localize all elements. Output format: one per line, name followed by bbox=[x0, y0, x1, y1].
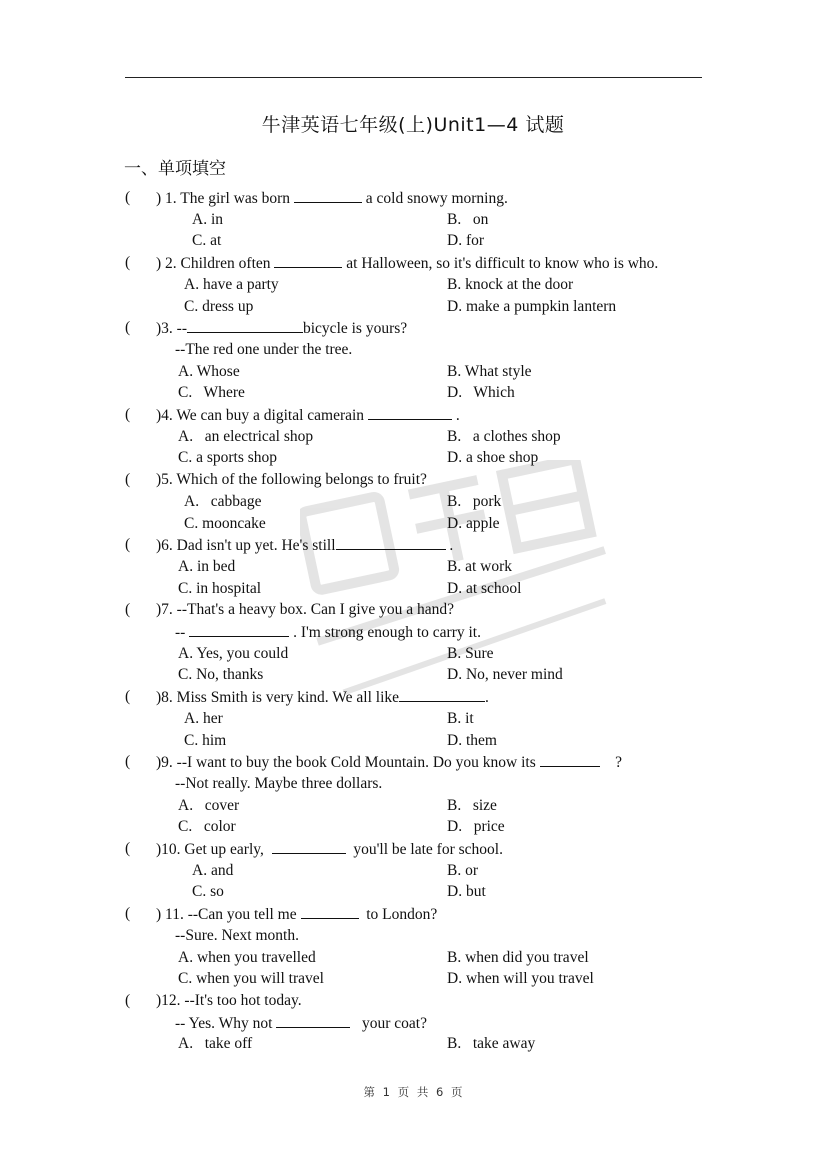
option-text: A. cabbage bbox=[184, 492, 262, 510]
option-right[interactable] bbox=[447, 231, 484, 251]
question-text: )5. Which of the following belongs to fruit? bbox=[156, 471, 427, 489]
answer-blank[interactable] bbox=[187, 318, 303, 333]
question-stem bbox=[156, 904, 437, 925]
option-right[interactable] bbox=[447, 383, 515, 403]
option-text: A. Yes, you could bbox=[178, 644, 289, 662]
option-right[interactable] bbox=[447, 514, 500, 534]
option-text: B. it bbox=[447, 709, 474, 727]
bracket-text: ( bbox=[125, 189, 131, 206]
dialogue-reply bbox=[175, 622, 481, 643]
question-text-after: . bbox=[451, 407, 460, 424]
question-text-after: at Halloween, so it's difficult to know who is who. bbox=[342, 255, 659, 273]
option-left[interactable] bbox=[178, 817, 236, 837]
reply-text-after: . I'm strong enough to carry it. bbox=[289, 624, 481, 641]
question-text-after: . bbox=[445, 537, 454, 555]
option-text: B. when did you travel bbox=[447, 948, 589, 966]
question-stem bbox=[156, 535, 453, 556]
option-text: C. mooncake bbox=[184, 514, 266, 532]
question-text-after: a cold snowy morning. bbox=[361, 190, 508, 207]
page-title: 牛津英语七年级(上)Unit1—4 试题 bbox=[261, 114, 565, 136]
question-stem bbox=[156, 687, 489, 708]
bracket-text: ( bbox=[125, 753, 131, 771]
option-text: B. pork bbox=[447, 492, 502, 510]
question-text: )8. Miss Smith is very kind. We all like bbox=[156, 689, 400, 707]
option-text: B. Sure bbox=[447, 644, 494, 662]
option-text: C. when you will travel bbox=[178, 970, 324, 988]
option-text: A. take off bbox=[178, 1035, 253, 1053]
question-stem bbox=[156, 188, 508, 209]
option-left[interactable] bbox=[178, 796, 239, 816]
header-rule bbox=[125, 77, 702, 78]
option-left[interactable] bbox=[184, 297, 253, 317]
answer-bracket bbox=[125, 904, 130, 924]
option-left[interactable] bbox=[178, 969, 324, 989]
question-text: )4. We can buy a digital camerain bbox=[156, 407, 368, 424]
question-text: )6. Dad isn't up yet. He's still bbox=[156, 537, 336, 555]
answer-blank[interactable] bbox=[336, 535, 446, 550]
dialogue-reply bbox=[175, 340, 352, 360]
reply-text: --Not really. Maybe three dollars. bbox=[175, 774, 383, 792]
option-text: D. for bbox=[447, 232, 485, 250]
answer-blank[interactable] bbox=[294, 188, 362, 203]
option-right[interactable] bbox=[447, 297, 616, 317]
option-right[interactable] bbox=[447, 579, 521, 599]
question-stem bbox=[156, 752, 622, 773]
answer-blank[interactable] bbox=[274, 253, 342, 268]
answer-bracket bbox=[125, 535, 130, 555]
option-text: D. Which bbox=[447, 384, 515, 402]
question-text-after: ? bbox=[599, 754, 622, 772]
question-text: )9. --I want to buy the book Cold Mountain. Do you know its bbox=[156, 754, 540, 772]
option-text: D. but bbox=[447, 883, 486, 901]
option-text: B. What style bbox=[447, 362, 532, 380]
option-text: C. at bbox=[192, 232, 222, 250]
answer-blank[interactable] bbox=[540, 752, 600, 767]
option-right[interactable] bbox=[447, 861, 478, 881]
option-right[interactable] bbox=[447, 796, 497, 816]
option-left[interactable] bbox=[178, 383, 245, 403]
option-right[interactable] bbox=[447, 557, 512, 577]
option-left[interactable] bbox=[178, 948, 316, 968]
answer-bracket bbox=[125, 188, 130, 208]
question-stem bbox=[156, 600, 454, 620]
option-text: B. or bbox=[447, 861, 478, 879]
option-text: C. so bbox=[192, 883, 224, 901]
option-right[interactable] bbox=[447, 427, 561, 447]
answer-blank[interactable] bbox=[189, 622, 289, 637]
option-text: D. a shoe shop bbox=[447, 449, 539, 467]
answer-blank[interactable] bbox=[301, 904, 359, 919]
bracket-text: ( bbox=[125, 905, 131, 923]
question-text-after: bicycle is yours? bbox=[303, 320, 408, 338]
page-footer: 第 1 页 共 6 页 bbox=[363, 1085, 463, 1099]
option-left[interactable] bbox=[192, 861, 233, 881]
option-left[interactable] bbox=[192, 231, 221, 251]
answer-blank[interactable] bbox=[272, 839, 346, 854]
option-left[interactable] bbox=[178, 665, 263, 685]
option-text: A. cover bbox=[178, 796, 240, 814]
option-text: D. when will you travel bbox=[447, 970, 594, 988]
answer-blank[interactable] bbox=[399, 687, 485, 702]
option-left[interactable] bbox=[184, 709, 223, 729]
option-text: C. No, thanks bbox=[178, 666, 264, 684]
option-right[interactable] bbox=[447, 665, 563, 685]
bracket-text: ( bbox=[125, 840, 131, 857]
option-right[interactable] bbox=[447, 882, 486, 902]
answer-bracket bbox=[125, 687, 130, 707]
option-text: C. him bbox=[184, 731, 227, 749]
option-left[interactable] bbox=[178, 427, 313, 447]
option-left[interactable] bbox=[178, 448, 277, 468]
bracket-text: ( bbox=[125, 471, 131, 489]
answer-bracket bbox=[125, 752, 130, 772]
answer-bracket bbox=[125, 405, 130, 425]
reply-text: --The red one under the tree. bbox=[175, 340, 353, 358]
bracket-text: ( bbox=[125, 254, 131, 272]
answer-bracket bbox=[125, 991, 130, 1011]
option-text: D. No, never mind bbox=[447, 666, 563, 684]
question-text-after: to London? bbox=[358, 906, 438, 924]
option-text: C. in hospital bbox=[178, 579, 262, 597]
option-left[interactable] bbox=[184, 514, 266, 534]
option-text: A. when you travelled bbox=[178, 948, 316, 966]
reply-text: --Sure. Next month. bbox=[175, 926, 299, 944]
option-text: D. apple bbox=[447, 514, 500, 532]
option-text: A. in bbox=[192, 210, 223, 228]
option-text: A. and bbox=[192, 861, 234, 879]
option-left[interactable] bbox=[178, 579, 261, 599]
option-left[interactable] bbox=[192, 882, 224, 902]
question-text: )10. Get up early, bbox=[156, 841, 272, 858]
option-right[interactable] bbox=[447, 1034, 535, 1054]
option-text: D. them bbox=[447, 731, 497, 749]
answer-bracket bbox=[125, 600, 130, 620]
question-stem bbox=[156, 318, 407, 339]
option-left[interactable] bbox=[184, 275, 279, 295]
option-right[interactable] bbox=[447, 492, 501, 512]
option-right[interactable] bbox=[447, 644, 494, 664]
option-right[interactable] bbox=[447, 448, 538, 468]
bracket-text: ( bbox=[125, 601, 131, 619]
answer-blank[interactable] bbox=[276, 1013, 350, 1028]
question-stem bbox=[156, 839, 503, 860]
question-stem bbox=[156, 470, 427, 490]
option-right[interactable] bbox=[447, 817, 505, 837]
dialogue-reply bbox=[175, 774, 382, 794]
question-text: )3. -- bbox=[156, 320, 187, 338]
option-text: B. on bbox=[447, 210, 489, 228]
question-text: ) 2. Children often bbox=[156, 255, 275, 273]
option-left[interactable] bbox=[178, 644, 288, 664]
question-text: )7. --That's a heavy box. Can I give you a hand? bbox=[156, 601, 455, 619]
option-text: B. at work bbox=[447, 557, 513, 575]
question-stem bbox=[156, 991, 302, 1011]
option-text: B. a clothes shop bbox=[447, 427, 561, 445]
answer-bracket bbox=[125, 470, 130, 490]
option-text: A. have a party bbox=[184, 275, 279, 293]
section-heading: 一、单项填空 bbox=[124, 159, 226, 179]
bracket-text: ( bbox=[125, 991, 131, 1009]
option-left[interactable] bbox=[184, 492, 261, 512]
answer-bracket bbox=[125, 318, 130, 338]
option-right[interactable] bbox=[447, 275, 573, 295]
option-text: C. dress up bbox=[184, 297, 254, 315]
option-text: C. Where bbox=[178, 384, 245, 402]
option-text: A. in bed bbox=[178, 557, 236, 575]
option-right[interactable] bbox=[447, 948, 589, 968]
question-text-after: . bbox=[485, 689, 489, 707]
option-text: A. Whose bbox=[178, 362, 240, 380]
reply-text: -- Yes. Why not bbox=[175, 1014, 277, 1032]
option-left[interactable] bbox=[178, 1034, 252, 1054]
question-text: ) 11. --Can you tell me bbox=[156, 906, 301, 924]
answer-bracket bbox=[125, 839, 130, 859]
bracket-text: ( bbox=[125, 319, 131, 337]
option-text: B. size bbox=[447, 796, 497, 814]
answer-blank[interactable] bbox=[368, 405, 452, 420]
option-right[interactable] bbox=[447, 731, 497, 751]
bracket-text: ( bbox=[125, 688, 131, 706]
option-text: D. at school bbox=[447, 579, 522, 597]
option-right[interactable] bbox=[447, 969, 594, 989]
reply-text-after: your coat? bbox=[350, 1014, 427, 1032]
question-text-after: you'll be late for school. bbox=[345, 841, 503, 858]
option-text: D. price bbox=[447, 818, 505, 836]
bracket-text: ( bbox=[125, 536, 131, 554]
bracket-text: ( bbox=[125, 406, 131, 423]
option-left[interactable] bbox=[178, 362, 240, 382]
option-left[interactable] bbox=[184, 731, 226, 751]
option-right[interactable] bbox=[447, 709, 474, 729]
option-text: A. her bbox=[184, 709, 223, 727]
question-stem bbox=[156, 405, 460, 426]
reply-text: -- bbox=[175, 624, 190, 641]
option-right[interactable] bbox=[447, 362, 532, 382]
option-left[interactable] bbox=[192, 210, 223, 230]
question-stem bbox=[156, 253, 658, 274]
option-text: A. an electrical shop bbox=[178, 427, 314, 445]
option-text: D. make a pumpkin lantern bbox=[447, 297, 617, 315]
option-text: C. color bbox=[178, 818, 236, 836]
question-text: )12. --It's too hot today. bbox=[156, 991, 302, 1009]
answer-bracket bbox=[125, 253, 130, 273]
dialogue-reply bbox=[175, 926, 299, 946]
option-text: C. a sports shop bbox=[178, 449, 278, 467]
option-left[interactable] bbox=[178, 557, 235, 577]
question-text: ) 1. The girl was born bbox=[156, 190, 294, 207]
dialogue-reply bbox=[175, 1013, 427, 1034]
option-right[interactable] bbox=[447, 210, 488, 230]
option-text: B. take away bbox=[447, 1035, 536, 1053]
option-text: B. knock at the door bbox=[447, 275, 574, 293]
